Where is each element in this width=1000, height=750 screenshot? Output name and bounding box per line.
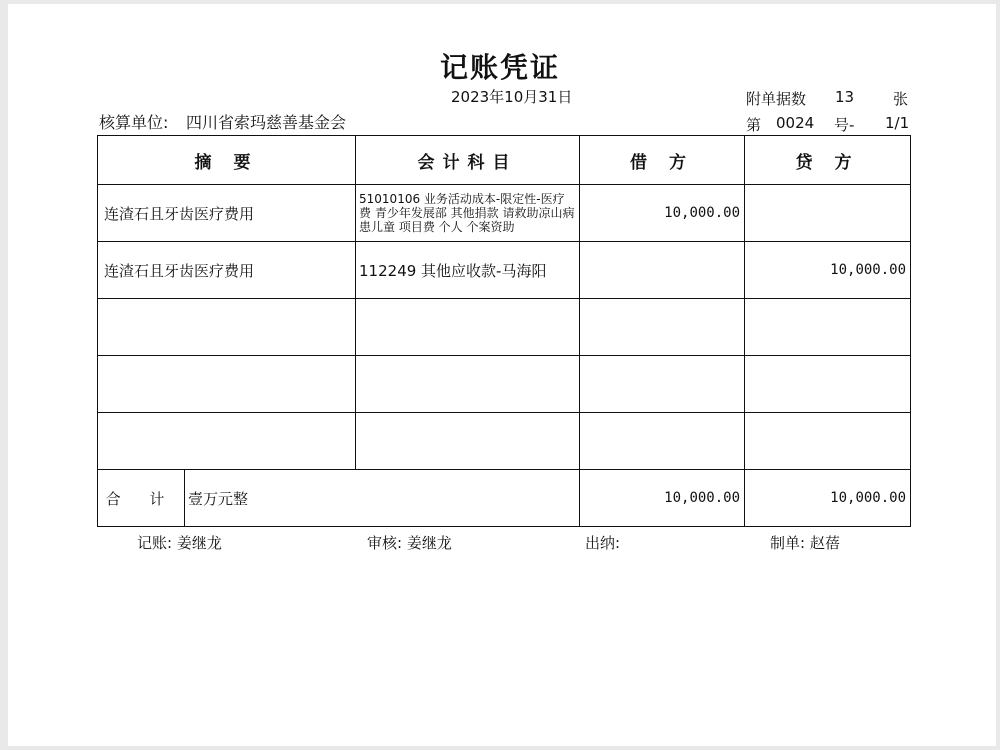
cashier-signature: 出纳: [585,534,621,552]
voucher-date: 2023年10月31日 [451,88,573,106]
row-subject: 112249 其他应收款-马海阳 [356,242,580,299]
header-debit: 借 方 [580,136,745,185]
voucher-page: 1/1 [885,114,910,132]
voucher-number: 0024 [776,114,815,132]
voucher-table [97,135,911,527]
row-subject [356,413,580,470]
total-amount-words: 壹万元整 [185,470,580,527]
row-summary [98,356,356,413]
row-summary: 连渣石且牙齿医疗费用 [98,185,356,242]
header-credit: 贷 方 [745,136,911,185]
total-row [98,470,911,527]
preparer-signature: 制单: 赵蓓 [770,534,840,552]
row-subject [356,299,580,356]
attachment-unit: 张 [893,90,909,108]
attachment-label: 附单据数 [746,90,807,108]
header-summary: 摘 要 [98,136,356,185]
table-row [98,299,911,356]
row-summary: 连渣石且牙齿医疗费用 [98,242,356,299]
total-label: 合 计 [98,470,185,527]
bookkeeper-signature: 记账: 姜继龙 [137,534,222,552]
row-credit: 10,000.00 [745,242,911,299]
row-debit [580,242,745,299]
row-summary [98,413,356,470]
voucher-title: 记账凭证 [439,51,560,84]
voucher-number-prefix: 第 [746,116,762,134]
row-summary [98,299,356,356]
row-credit [745,356,911,413]
row-credit [745,413,911,470]
table-row [98,356,911,413]
row-subject [356,356,580,413]
row-credit [745,299,911,356]
row-credit [745,185,911,242]
row-debit [580,356,745,413]
table-row [98,185,911,242]
total-credit: 10,000.00 [745,470,911,527]
row-debit: 10,000.00 [580,185,745,242]
row-subject: 51010106 业务活动成本-限定性-医疗费 青少年发展部 其他捐款 请救助凉山病患儿童 项目费 个人 个案资助 [356,185,580,242]
unit-name: 四川省索玛慈善基金会 [186,113,347,132]
table-header-row [98,136,911,185]
header-subject: 会计科目 [356,136,580,185]
voucher-number-suffix: 号- [834,116,855,134]
total-debit: 10,000.00 [580,470,745,527]
unit-label: 核算单位: [99,113,169,132]
row-debit [580,299,745,356]
attachment-count: 13 [835,88,855,106]
row-debit [580,413,745,470]
table-row [98,242,911,299]
reviewer-signature: 审核: 姜继龙 [367,534,452,552]
table-row [98,413,911,470]
